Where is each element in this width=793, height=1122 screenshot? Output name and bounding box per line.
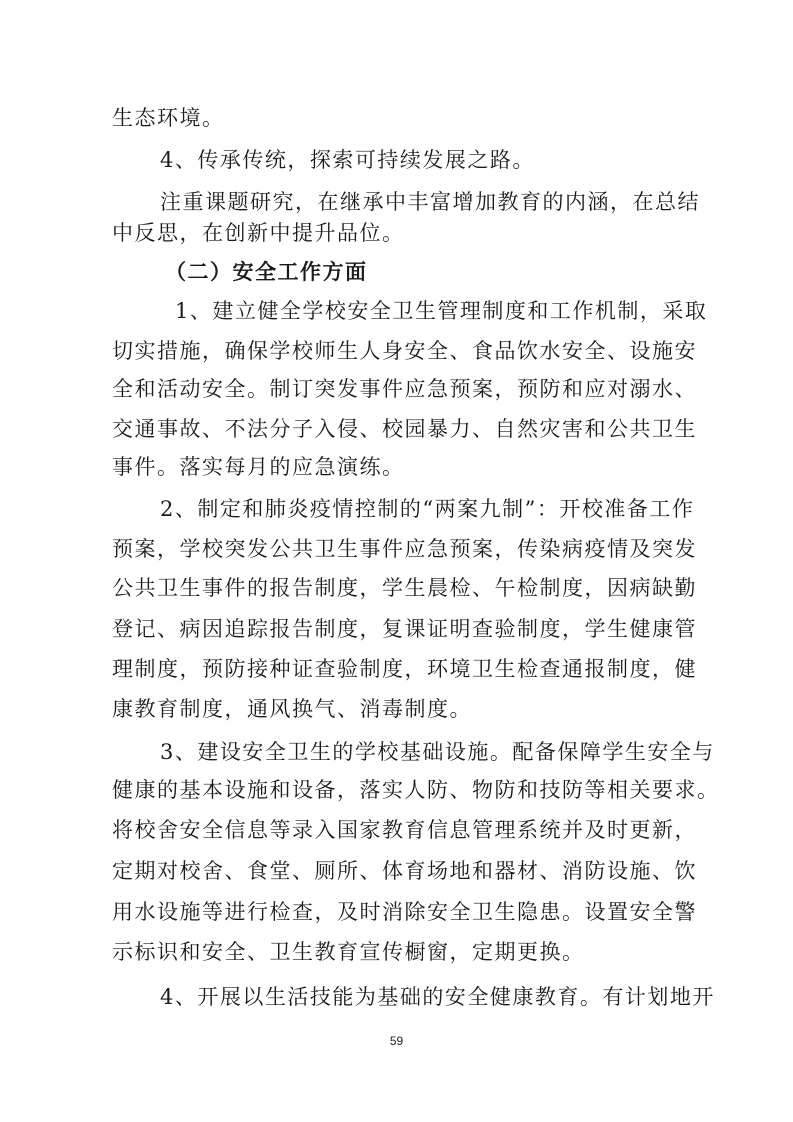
text-line: 注重课题研究，在继承中丰富增加教育的内涵，在总结 [160, 190, 700, 214]
text-line: 用水设施等进行检查，及时消除安全卫生隐患。设置安全警 [112, 900, 697, 924]
text-line: 生态环境。 [112, 106, 225, 130]
text-line: 3、建设安全卫生的学校基础设施。配备保障学生安全与 [160, 740, 715, 764]
text-line: 定期对校舍、食堂、厕所、体育场地和器材、消防设施、饮 [112, 859, 697, 883]
text-line: 交通事故、不法分子入侵、校园暴力、自然灾害和公共卫生 [112, 417, 697, 441]
text-line: 公共卫生事件的报告制度，学生晨检、午检制度，因病缺勤 [112, 576, 697, 600]
section-heading: （二）安全工作方面 [165, 260, 368, 284]
text-line: 1、建立健全学校安全卫生管理制度和工作机制，采取 [175, 299, 708, 323]
text-line: 全和活动安全。制订突发事件应急预案，预防和应对溺水、 [112, 377, 697, 401]
text-line: 2、制定和肺炎疫情控制的“两案九制”：开校准备工作 [160, 497, 695, 521]
text-line: 健康的基本设施和设备，落实人防、物防和技防等相关要求。 [112, 778, 720, 802]
text-line: 预案，学校突发公共卫生事件应急预案，传染病疫情及突发 [112, 537, 697, 561]
text-line: 事件。落实每月的应急演练。 [112, 455, 405, 479]
text-line: 理制度，预防接种证查验制度，环境卫生检查通报制度，健 [112, 657, 697, 681]
page-number: 59 [389, 1034, 404, 1048]
text-line: 将校舍安全信息等录入国家教育信息管理系统并及时更新， [112, 818, 697, 842]
text-line: 康教育制度，通风换气、消毒制度。 [112, 697, 472, 721]
text-line: 4、开展以生活技能为基础的安全健康教育。有计划地开 [160, 985, 715, 1009]
text-line: 示标识和安全、卫生教育宣传橱窗，定期更换。 [112, 940, 585, 964]
text-line: 切实措施，确保学校师生人身安全、食品饮水安全、设施安 [112, 339, 697, 363]
text-line: 登记、病因追踪报告制度，复课证明查验制度，学生健康管 [112, 617, 697, 641]
text-line: 4、传承传统，探索可持续发展之路。 [160, 148, 535, 172]
text-line: 中反思，在创新中提升品位。 [112, 221, 405, 245]
